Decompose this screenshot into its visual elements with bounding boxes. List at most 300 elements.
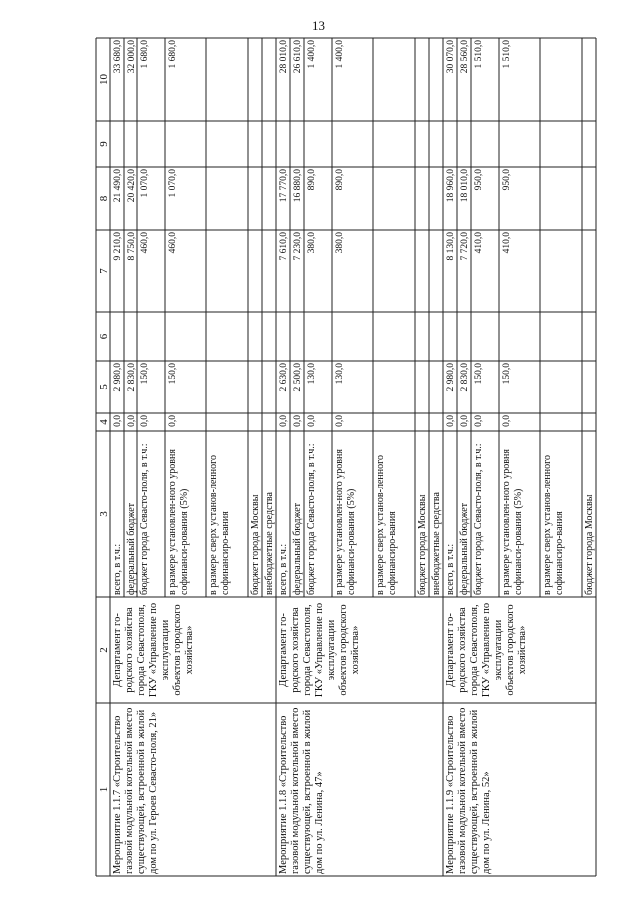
header-col-6-text: 6 [98, 333, 110, 340]
block-3-sev_set-col6-text [500, 314, 540, 359]
block-3-total-col9 [443, 121, 457, 167]
block-2-offbudget-col4 [429, 413, 443, 431]
block-2-federal-col8 [290, 167, 304, 230]
block-3-sev_set-col5 [499, 361, 540, 413]
block-1-moscow-col9-text [249, 123, 262, 165]
block-3-federal-col6-text [458, 314, 471, 359]
block-1-offbudget-col4 [262, 413, 276, 431]
block-3-federal-col7-text: 7 720,0 [460, 232, 470, 261]
block-2-sev_over-col10-text [374, 40, 415, 119]
block-2-offbudget-col8 [429, 167, 443, 230]
header-col-10-text: 10 [98, 74, 110, 85]
block-1-sev_over-col9-text [207, 123, 248, 165]
block-3-executor-text: Департамент го-родского хозяйства города Севастополя, ГКУ «Управление по эксплуатации объектов городского хозяйства» [445, 602, 528, 698]
header-col-10 [96, 38, 110, 121]
block-2-sev_set-col8-text: 890,0 [335, 169, 345, 191]
block-3-sev_set-col8 [499, 167, 540, 230]
block-1-moscow-col5 [248, 361, 262, 413]
block-1-total-col10-text: 33 680,0 [113, 40, 123, 74]
block-1-executor [110, 597, 276, 703]
block-3-moscow-col9-text [583, 123, 596, 165]
block-3-moscow-col8-text [583, 169, 596, 228]
block-2-total-col10-text: 28 010,0 [279, 40, 289, 74]
block-2-federal-col9-text [291, 123, 304, 165]
block-3-federal-col6 [457, 312, 471, 361]
header-col-9-text: 9 [98, 141, 110, 147]
block-2-source-sev_set [332, 431, 373, 597]
block-1-offbudget-col8-text [263, 169, 276, 228]
block-2-offbudget-col9 [429, 121, 443, 167]
block-1-source-federal [124, 431, 137, 597]
block-1-total-col8 [110, 167, 124, 230]
block-1-sev-col7 [137, 230, 165, 312]
block-3-federal-col5-text: 2 830,0 [460, 363, 470, 392]
block-2-offbudget-col6 [429, 312, 443, 361]
block-2-sev-col10 [304, 38, 332, 121]
block-3-sev_over-col4-text [541, 415, 582, 429]
block-1-sev-col4 [137, 413, 165, 431]
block-1-moscow-col10-text [249, 40, 262, 119]
block-2-sev_over-col6-text [374, 314, 415, 359]
block-2-source-sev_set-text: в размере установлен-ного уровня софинанси-рования (5%) [334, 449, 357, 595]
block-1-sev_set-col6-text [166, 314, 206, 359]
block-1-moscow-col4 [248, 413, 262, 431]
block-1-federal-col9-text [125, 123, 137, 165]
block-1-federal-col8-text: 20 420,0 [127, 169, 137, 203]
block-3-source-moscow-text: бюджет города Москвы [584, 494, 595, 595]
block-3-moscow-col7 [582, 230, 596, 312]
block-1-sev-col5 [137, 361, 165, 413]
block-2-source-total [276, 431, 290, 597]
block-2-moscow-col7 [415, 230, 429, 312]
block-1-source-sev_set-text: в размере установлен-ного уровня софинанси-рования (5%) [167, 449, 190, 595]
block-1-sev-col8 [137, 167, 165, 230]
block-3-sev_over-col7 [540, 230, 582, 312]
block-1-offbudget-col6-text [263, 314, 276, 359]
block-1-total-col9-text [111, 123, 124, 165]
block-2-federal-col10 [290, 38, 304, 121]
block-3-sev-col6-text [472, 314, 499, 359]
header-col-5-text: 5 [98, 384, 110, 390]
block-3-source-moscow [582, 431, 596, 597]
block-3-sev-col5 [471, 361, 499, 413]
block-3-source-sev-text: бюджет города Севасто-поля, в т.ч.: [473, 443, 484, 595]
block-1-sev_set-col5 [165, 361, 206, 413]
block-2-name-text: Мероприятие 1.1.8 «Строительство газовой модульной котельной вместо существующей, встроенной в жилой дом по ул. Ленина, 47» [278, 707, 325, 874]
block-3-sev_over-col10 [540, 38, 582, 121]
block-3-source-sev_over-text: в размере сверх установ-ленного софинансиро-вания [542, 455, 565, 595]
block-2-federal-col5 [290, 361, 304, 413]
block-2-source-sev_over-text: в размере сверх установ-ленного софинансиро-вания [375, 455, 398, 595]
block-3-sev_set-col6 [499, 312, 540, 361]
block-2-federal-col7-text: 7 230,0 [293, 232, 303, 261]
block-3-moscow-col8 [582, 167, 596, 230]
block-3-sev_over-col7-text [541, 232, 582, 310]
page-number: 13 [312, 18, 325, 33]
block-3-sev_set-col9-text [500, 123, 540, 165]
header-col-4 [96, 413, 110, 431]
block-1-total-col7-text: 9 210,0 [113, 232, 123, 261]
block-2-offbudget-col5-text [430, 363, 443, 411]
block-1-sev-col6-text [138, 314, 165, 359]
block-2-sev-col5 [304, 361, 332, 413]
block-1-sev_set-col10-text: 1 680,0 [168, 40, 178, 69]
block-2-total-col10 [276, 38, 290, 121]
block-3-total-col8 [443, 167, 457, 230]
block-2-sev-col10-text: 1 400,0 [307, 40, 317, 69]
header-col-2 [96, 597, 110, 703]
block-1-sev_set-col8 [165, 167, 206, 230]
block-3-total-col4 [443, 413, 457, 431]
block-2-sev_set-col9-text [333, 123, 373, 165]
block-1-total-col5 [110, 361, 124, 413]
block-2-sev-col7-text: 380,0 [307, 232, 317, 254]
block-2-federal-col8-text: 16 880,0 [293, 169, 303, 203]
block-2-federal-col6-text [291, 314, 304, 359]
block-2-offbudget-col5 [429, 361, 443, 413]
block-2-source-federal-text: федеральный бюджет [292, 502, 303, 595]
block-2-sev_set-col4-text: 0,0 [335, 415, 345, 427]
block-2-total-col9 [276, 121, 290, 167]
block-2-sev_over-col5-text [374, 363, 415, 411]
block-2-sev_set-col4 [332, 413, 373, 431]
block-1-sev_over-col9 [206, 121, 248, 167]
block-3-sev_set-col8-text: 950,0 [502, 169, 512, 191]
block-1-sev_over-col6 [206, 312, 248, 361]
block-2-sev_set-col7-text: 380,0 [335, 232, 345, 254]
block-3-sev_set-col10 [499, 38, 540, 121]
block-3-total-col4-text: 0,0 [446, 415, 456, 427]
block-1-sev_set-col7 [165, 230, 206, 312]
block-1-sev_set-col5-text: 150,0 [168, 363, 178, 385]
block-2-sev_set-col5 [332, 361, 373, 413]
block-1-total-col6 [110, 312, 124, 361]
block-2-sev-col6 [304, 312, 332, 361]
block-1-offbudget-col6 [262, 312, 276, 361]
block-1-sev_over-col7-text [207, 232, 248, 310]
block-2-moscow-col7-text [416, 232, 429, 310]
block-1-federal-col8 [124, 167, 137, 230]
block-3-executor [443, 597, 596, 703]
block-1-source-federal-text: федеральный бюджет [126, 502, 137, 595]
block-1-sev-col5-text: 150,0 [140, 363, 150, 385]
block-3-total-col7 [443, 230, 457, 312]
block-2-sev_set-col10 [332, 38, 373, 121]
block-1-source-sev_over [206, 431, 248, 597]
block-2-moscow-col10-text [416, 40, 429, 119]
block-2-source-offbudget-text: внебюджетные средства [431, 492, 442, 595]
header-col-5 [96, 361, 110, 413]
block-2-total-col4 [276, 413, 290, 431]
block-3-sev-col7-text: 410,0 [474, 232, 484, 254]
block-1-offbudget-col4-text [263, 415, 276, 429]
block-2-source-sev_over [373, 431, 415, 597]
block-1-federal-col10-text: 32 000,0 [127, 40, 137, 74]
block-3-federal-col8-text: 18 010,0 [460, 169, 470, 203]
block-2-federal-col4-text: 0,0 [293, 415, 303, 427]
block-3-total-col7-text: 8 130,0 [446, 232, 456, 261]
block-2-sev_over-col9-text [374, 123, 415, 165]
block-1-sev_set-col7-text: 460,0 [168, 232, 178, 254]
block-3-sev-col5-text: 150,0 [474, 363, 484, 385]
block-3-sev-col4-text: 0,0 [474, 415, 484, 427]
block-1-sev_over-col10-text [207, 40, 248, 119]
block-1-moscow-col4-text [249, 415, 262, 429]
header-col-8-text: 8 [98, 195, 110, 202]
block-2-total-col6-text [277, 314, 290, 359]
block-3-total-col6-text [444, 314, 457, 359]
block-3-moscow-col5 [582, 361, 596, 413]
block-1-federal-col6-text [125, 314, 137, 359]
block-2-federal-col10-text: 26 610,0 [293, 40, 303, 74]
block-3-federal-col10-text: 28 560,0 [460, 40, 470, 74]
block-3-total-col9-text [444, 123, 457, 165]
header-col-7 [96, 230, 110, 312]
block-3-federal-col9 [457, 121, 471, 167]
block-2-sev_over-col8-text [374, 169, 415, 228]
block-1-total-col5-text: 2 980,0 [113, 363, 123, 392]
block-1-sev_over-col4-text [207, 415, 248, 429]
block-1-moscow-col8 [248, 167, 262, 230]
block-2-sev_over-col7 [373, 230, 415, 312]
block-2-sev_over-col6 [373, 312, 415, 361]
block-1-offbudget-col5 [262, 361, 276, 413]
block-2-moscow-col8 [415, 167, 429, 230]
header-col-7-text: 7 [98, 268, 110, 274]
block-2-source-sev-text: бюджет города Севасто-поля, в т.ч.: [306, 443, 317, 595]
block-1-sev_set-col6 [165, 312, 206, 361]
block-3-federal-col4-text: 0,0 [460, 415, 470, 427]
block-1-sev-col7-text: 460,0 [140, 232, 150, 254]
block-2-federal-col5-text: 2 500,0 [293, 363, 303, 392]
block-2-offbudget-col7 [429, 230, 443, 312]
block-1-offbudget-col10 [262, 38, 276, 121]
block-2-sev_over-col7-text [374, 232, 415, 310]
block-3-sev-col7 [471, 230, 499, 312]
block-1-offbudget-col9-text [263, 123, 276, 165]
block-2-sev_set-col6 [332, 312, 373, 361]
block-2-moscow-col9-text [416, 123, 429, 165]
block-3-name [443, 703, 596, 876]
block-1-federal-col4-text: 0,0 [127, 415, 137, 427]
block-1-moscow-col10 [248, 38, 262, 121]
block-3-total-col8-text: 18 960,0 [446, 169, 456, 203]
block-1-sev_over-col7 [206, 230, 248, 312]
block-2-moscow-col8-text [416, 169, 429, 228]
block-1-sev-col4-text: 0,0 [140, 415, 150, 427]
block-2-total-col8 [276, 167, 290, 230]
block-3-federal-col8 [457, 167, 471, 230]
block-1-source-moscow [248, 431, 262, 597]
block-3-source-sev_set-text: в размере установлен-ного уровня софинанси-рования (5%) [501, 449, 524, 595]
block-1-sev_over-col10 [206, 38, 248, 121]
block-3-sev_over-col10-text [541, 40, 582, 119]
block-1-source-sev [137, 431, 165, 597]
block-2-offbudget-col7-text [430, 232, 443, 310]
block-1-offbudget-col8 [262, 167, 276, 230]
block-1-sev_over-col8-text [207, 169, 248, 228]
block-1-source-total [110, 431, 124, 597]
block-2-executor [276, 597, 443, 703]
block-2-offbudget-col9-text [430, 123, 443, 165]
block-1-source-sev_over-text: в размере сверх установ-ленного софинансиро-вания [208, 455, 231, 595]
block-3-sev-col8 [471, 167, 499, 230]
header-col-6 [96, 312, 110, 361]
block-3-moscow-col6 [582, 312, 596, 361]
block-2-sev_set-col9 [332, 121, 373, 167]
block-1-sev_set-col8-text: 1 070,0 [168, 169, 178, 198]
block-3-moscow-col10-text [583, 40, 596, 119]
header-col-3 [96, 431, 110, 597]
block-2-offbudget-col10 [429, 38, 443, 121]
block-1-name [110, 703, 276, 876]
block-3-sev_set-col4-text: 0,0 [502, 415, 512, 427]
block-3-total-col10 [443, 38, 457, 121]
block-2-sev-col5-text: 130,0 [307, 363, 317, 385]
block-3-sev-col9-text [472, 123, 499, 165]
block-1-source-offbudget-text: внебюджетные средства [264, 492, 275, 595]
header-col-4-text: 4 [98, 419, 110, 425]
block-3-sev_set-col7-text: 410,0 [502, 232, 512, 254]
block-1-executor-text: Департамент го-родского хозяйства города Севастополя, ГКУ «Управление по эксплуатации объектов городского хозяйства» [112, 602, 195, 698]
block-2-source-moscow-text: бюджет города Москвы [417, 494, 428, 595]
block-2-sev_set-col5-text: 130,0 [335, 363, 345, 385]
block-1-moscow-col5-text [249, 363, 262, 411]
block-1-federal-col4 [124, 413, 137, 431]
block-2-total-col5 [276, 361, 290, 413]
block-1-sev-col10-text: 1 680,0 [140, 40, 150, 69]
block-1-moscow-col6 [248, 312, 262, 361]
block-2-offbudget-col6-text [430, 314, 443, 359]
block-3-sev_over-col4 [540, 413, 582, 431]
block-2-sev-col7 [304, 230, 332, 312]
header-col-8 [96, 167, 110, 230]
block-3-sev_set-col5-text: 150,0 [502, 363, 512, 385]
block-2-source-moscow [415, 431, 429, 597]
block-2-total-col7 [276, 230, 290, 312]
block-2-sev_over-col8 [373, 167, 415, 230]
header-col-9 [96, 121, 110, 167]
block-3-federal-col10 [457, 38, 471, 121]
block-2-sev_over-col4 [373, 413, 415, 431]
block-3-source-sev [471, 431, 499, 597]
block-1-source-offbudget [262, 431, 276, 597]
block-1-moscow-col7-text [249, 232, 262, 310]
block-2-sev-col9 [304, 121, 332, 167]
block-2-sev-col6-text [305, 314, 332, 359]
block-3-federal-col5 [457, 361, 471, 413]
block-2-offbudget-col8-text [430, 169, 443, 228]
block-1-total-col4-text: 0,0 [113, 415, 123, 427]
block-2-sev-col8 [304, 167, 332, 230]
block-2-moscow-col5 [415, 361, 429, 413]
block-2-sev-col9-text [305, 123, 332, 165]
block-3-sev_over-col9 [540, 121, 582, 167]
block-3-total-col10-text: 30 070,0 [446, 40, 456, 74]
block-2-total-col8-text: 17 770,0 [279, 169, 289, 203]
block-1-sev_set-col4-text: 0,0 [168, 415, 178, 427]
block-3-sev-col8-text: 950,0 [474, 169, 484, 191]
block-1-total-col7 [110, 230, 124, 312]
block-2-sev_over-col10 [373, 38, 415, 121]
block-2-moscow-col6-text [416, 314, 429, 359]
block-1-sev_over-col8 [206, 167, 248, 230]
block-2-moscow-col6 [415, 312, 429, 361]
block-3-sev-col9 [471, 121, 499, 167]
block-1-sev_over-col6-text [207, 314, 248, 359]
block-2-sev_over-col4-text [374, 415, 415, 429]
block-3-sev_set-col4 [499, 413, 540, 431]
block-1-total-col10 [110, 38, 124, 121]
block-3-moscow-col9 [582, 121, 596, 167]
block-1-offbudget-col9 [262, 121, 276, 167]
block-2-moscow-col5-text [416, 363, 429, 411]
block-2-federal-col7 [290, 230, 304, 312]
block-3-source-sev_set [499, 431, 540, 597]
block-3-federal-col7 [457, 230, 471, 312]
block-1-offbudget-col5-text [263, 363, 276, 411]
block-3-federal-col4 [457, 413, 471, 431]
block-1-sev-col9 [137, 121, 165, 167]
block-2-source-total-text: всего, в т.ч.: [278, 543, 289, 595]
block-3-sev_set-col10-text: 1 510,0 [502, 40, 512, 69]
block-3-name-text: Мероприятие 1.1.9 «Строительство газовой модульной котельной вместо существующей, встроенной в жилой дом по ул. Ленина, 52» [445, 707, 492, 874]
block-3-sev_over-col9-text [541, 123, 582, 165]
block-2-offbudget-col10-text [430, 40, 443, 119]
block-1-total-col9 [110, 121, 124, 167]
block-1-total-col4 [110, 413, 124, 431]
block-3-moscow-col7-text [583, 232, 596, 310]
block-2-sev_set-col7 [332, 230, 373, 312]
block-3-moscow-col4 [582, 413, 596, 431]
block-1-total-col8-text: 21 490,0 [113, 169, 123, 203]
block-2-moscow-col10 [415, 38, 429, 121]
block-3-sev-col6 [471, 312, 499, 361]
block-2-sev-col8-text: 890,0 [307, 169, 317, 191]
block-3-sev_over-col6-text [541, 314, 582, 359]
block-3-total-col6 [443, 312, 457, 361]
block-1-offbudget-col7-text [263, 232, 276, 310]
block-1-sev_set-col10 [165, 38, 206, 121]
block-3-sev-col10-text: 1 510,0 [474, 40, 484, 69]
block-2-source-sev [304, 431, 332, 597]
block-2-sev_set-col6-text [333, 314, 373, 359]
block-1-sev-col8-text: 1 070,0 [140, 169, 150, 198]
block-3-sev_over-col6 [540, 312, 582, 361]
block-3-source-total [443, 431, 457, 597]
block-2-federal-col9 [290, 121, 304, 167]
block-1-sev-col6 [137, 312, 165, 361]
header-col-1-text: 1 [98, 786, 110, 793]
block-1-sev-col10 [137, 38, 165, 121]
block-2-federal-col4 [290, 413, 304, 431]
header-col-2-text: 2 [98, 647, 110, 653]
header-col-3-text: 3 [98, 511, 110, 517]
block-3-sev_set-col7 [499, 230, 540, 312]
block-1-source-moscow-text: бюджет города Москвы [250, 494, 261, 595]
block-3-total-col5 [443, 361, 457, 413]
block-3-moscow-col4-text [583, 415, 596, 429]
block-2-moscow-col4 [415, 413, 429, 431]
block-1-federal-col6 [124, 312, 137, 361]
block-3-moscow-col6-text [583, 314, 596, 359]
block-1-moscow-col6-text [249, 314, 262, 359]
block-2-name [276, 703, 443, 876]
block-1-moscow-col7 [248, 230, 262, 312]
block-3-moscow-col5-text [583, 363, 596, 411]
block-2-source-federal [290, 431, 304, 597]
block-2-total-col4-text: 0,0 [279, 415, 289, 427]
